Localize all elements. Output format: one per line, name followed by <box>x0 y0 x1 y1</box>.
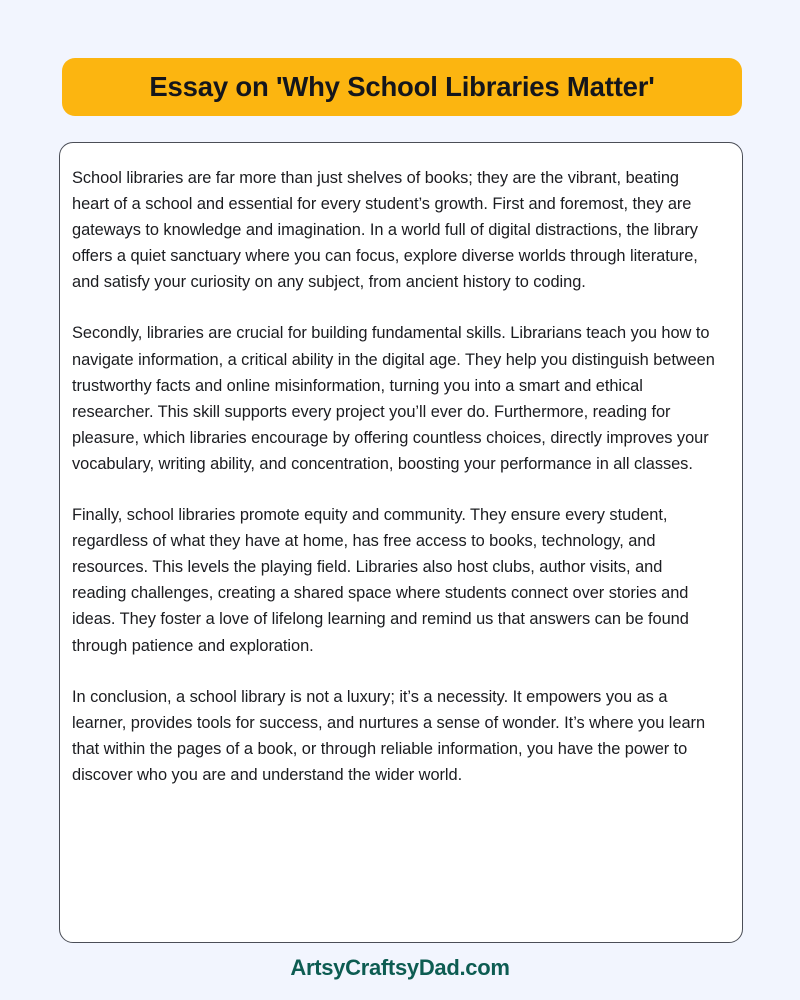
essay-paragraph-4: In conclusion, a school library is not a luxury; it’s a necessity. It empowers you as a learner, provides tools for success, and nurtures a sense of wonder. It’s where you learn that within the pages of a book, or through reliable information, you have the power to discover who you are and understand the wider world. <box>72 687 706 784</box>
essay-card <box>59 142 743 943</box>
essay-paragraph-3: Finally, school libraries promote equity and community. They ensure every student, regardless of what they have at home, has free access to books, technology, and resources. This levels the playing field. Libraries also host clubs, author visits, and reading challenges, creating a shared space where students connect over stories and ideas. They foster a love of lifelong learning and remind us that answers can be found through patience and exploration. <box>72 506 689 655</box>
essay-paragraph-2: Secondly, libraries are crucial for building fundamental skills. Librarians teach you how to navigate information, a critical ability in the digital age. They help you distinguish between trustworthy facts and online misinformation, turning you into a smart and ethical researcher. This skill supports every project you’ll ever do. Furthermore, reading for pleasure, which libraries encourage by offering countless choices, directly improves your vocabulary, writing ability, and concentration, boosting your performance in all classes. <box>72 324 715 473</box>
footer <box>0 955 800 981</box>
essay-paragraph-1: School libraries are far more than just shelves of books; they are the vibrant, beating heart of a school and essential for every student’s growth. First and foremost, they are gateways to knowledge and imagination. In a world full of digital distractions, the library offers a quiet sanctuary where you can focus, explore diverse worlds through literature, and satisfy your curiosity on any subject, from ancient history to coding. <box>72 169 698 292</box>
title-banner <box>62 58 742 116</box>
brand-watermark: ArtsyCraftsyDad.com <box>290 955 510 980</box>
page-title: Essay on 'Why School Libraries Matter' <box>149 71 655 103</box>
essay-body <box>72 165 716 788</box>
